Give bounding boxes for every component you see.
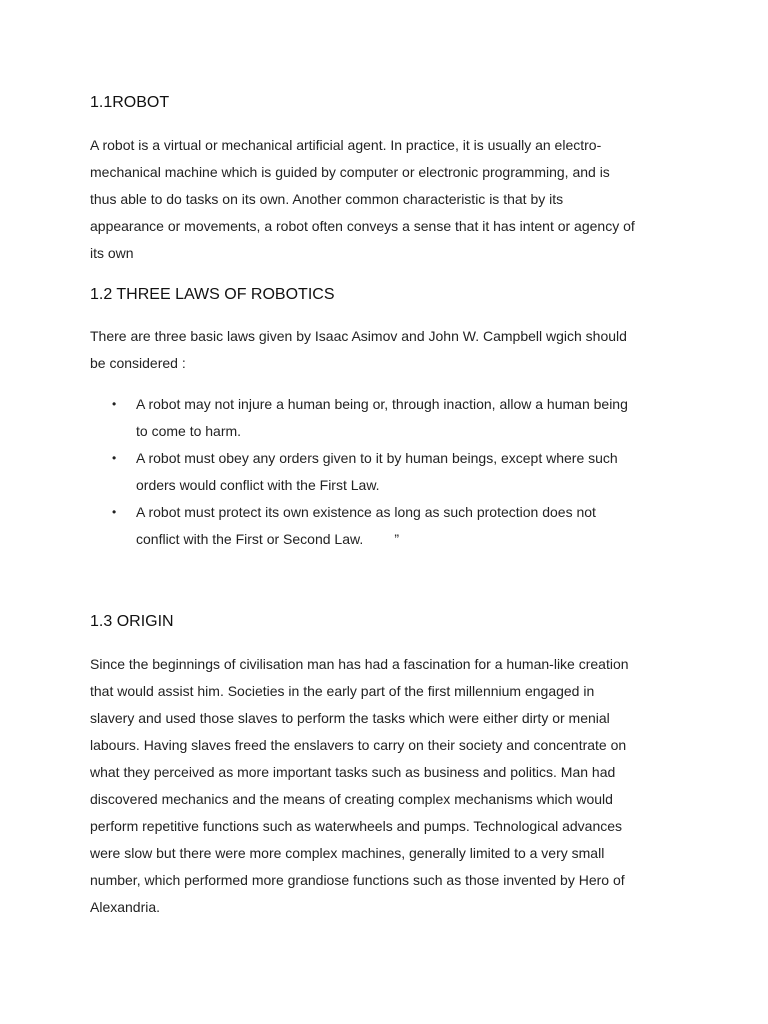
text-line: to come to harm. [136,423,242,439]
text-line: slavery and used those slaves to perform the tasks which were either dirty or menial [90,710,610,726]
text-line: thus able to do tasks on its own. Another common characteristic is that by its [90,191,564,207]
text-line: conflict with the First or Second Law. ” [136,531,399,547]
text-line: A robot is a virtual or mechanical artificial agent. In practice, it is usually an electro- [90,137,602,153]
section-heading-robot: 1.1ROBOT [90,94,170,111]
text-line: were slow but there were more complex machines, generally limited to a very small [90,845,605,861]
laws-bullet-list [90,391,690,553]
text-line: number, which performed more grandiose functions such as those invented by Hero of [90,872,625,888]
list-item [90,499,690,553]
list-item [90,391,690,445]
section-heading-three-laws: 1.2 THREE LAWS OF ROBOTICS [90,286,335,303]
bullet-icon: • [112,451,117,465]
list-item [90,445,690,499]
bullet-icon: • [112,397,117,411]
text-line: A robot must obey any orders given to it by human beings, except where such [136,450,618,466]
text-line: A robot must protect its own existence as long as such protection does not [136,504,596,520]
text-line: its own [90,245,134,261]
text-line: A robot may not injure a human being or, through inaction, allow a human being [136,396,628,412]
text-line: mechanical machine which is guided by computer or electronic programming, and is [90,164,610,180]
text-line: discovered mechanics and the means of creating complex mechanisms which would [90,791,613,807]
text-line: that would assist him. Societies in the early part of the first millennium engaged in [90,683,595,699]
paragraph-three-laws-intro [90,323,690,377]
text-line: Alexandria. [90,899,161,915]
text-line: appearance or movements, a robot often conveys a sense that it has intent or agency of [90,218,635,234]
text-line: labours. Having slaves freed the enslavers to carry on their society and concentrate on [90,737,627,753]
text-line: orders would conflict with the First Law. [136,477,380,493]
text-line: There are three basic laws given by Isaac Asimov and John W. Campbell wgich should [90,328,627,344]
text-line: what they perceived as more important tasks such as business and politics. Man had [90,764,616,780]
section-heading-origin: 1.3 ORIGIN [90,613,174,630]
text-line: be considered : [90,355,186,371]
paragraph-origin [90,651,690,921]
paragraph-robot-definition [90,132,690,267]
text-line: Since the beginnings of civilisation man has had a fascination for a human-like creation [90,656,629,672]
text-line: perform repetitive functions such as waterwheels and pumps. Technological advances [90,818,623,834]
bullet-icon: • [112,505,117,519]
